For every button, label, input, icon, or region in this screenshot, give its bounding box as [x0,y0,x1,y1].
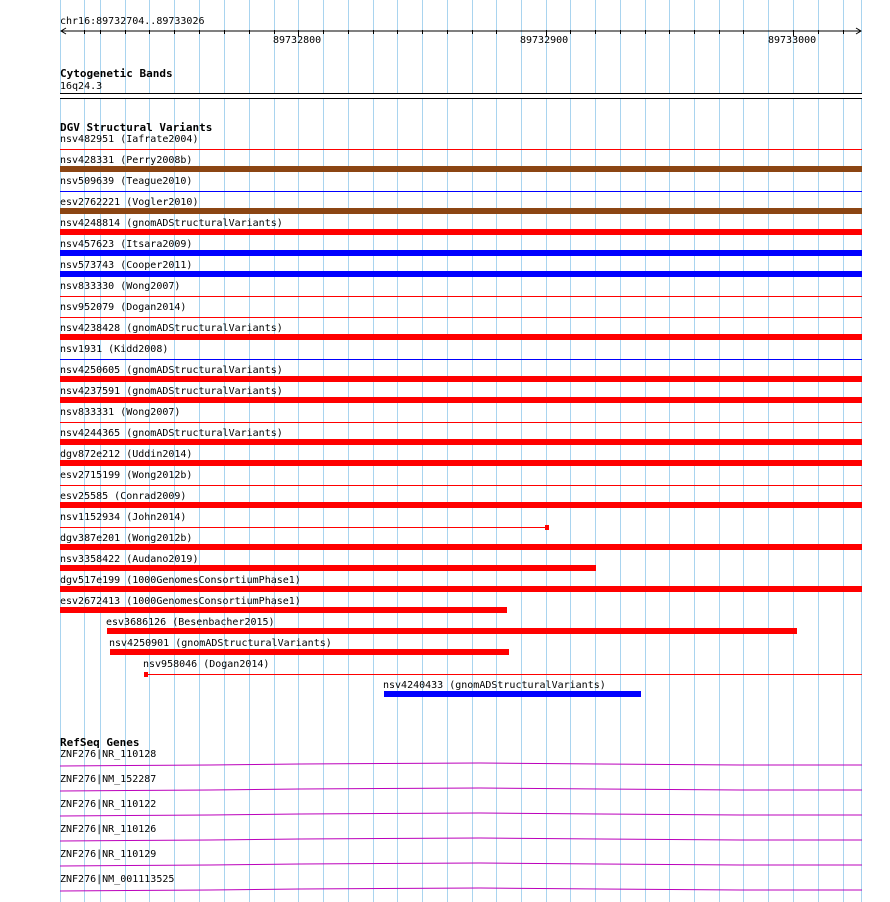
dgv-feature-label[interactable]: nsv3358422 (Audano2019) [60,554,199,565]
refseq-transcript-line[interactable] [60,863,862,866]
cytoband-track-title[interactable]: Cytogenetic Bands [60,67,173,80]
dgv-feature-label[interactable]: nsv482951 (Iafrate2004) [60,134,199,145]
dgv-feature-label[interactable]: nsv4248814 (gnomADStructuralVariants) [60,218,283,229]
ruler-tick-label: 89732800 [273,35,322,46]
refseq-transcript-line[interactable] [60,788,862,791]
dgv-feature-label[interactable]: nsv4250605 (gnomADStructuralVariants) [60,365,283,376]
refseq-transcript-line[interactable] [60,888,862,891]
ruler-tick-label: 89732900 [520,35,569,46]
dgv-feature-label[interactable]: nsv573743 (Cooper2011) [60,260,193,271]
dgv-feature-label[interactable]: nsv4238428 (gnomADStructuralVariants) [60,323,283,334]
dgv-track-title[interactable]: DGV Structural Variants [60,121,213,134]
refseq-transcript-line[interactable] [60,813,862,816]
ruler-location: chr16:89732704..89733026 [60,16,205,27]
dgv-feature-label[interactable]: esv3686126 (Besenbacher2015) [106,617,275,628]
refseq-transcript-label[interactable]: ZNF276|NR_110122 [60,799,157,810]
refseq-transcript-label[interactable]: ZNF276|NM_152287 [60,774,157,785]
refseq-transcript-label[interactable]: ZNF276|NR_110128 [60,749,157,760]
refseq-transcript-label[interactable]: ZNF276|NR_110126 [60,824,157,835]
dgv-feature-label[interactable]: nsv509639 (Teague2010) [60,176,193,187]
refseq-transcript-label[interactable]: ZNF276|NM_001113525 [60,874,175,885]
dgv-feature-label[interactable]: nsv4240433 (gnomADStructuralVariants) [383,680,606,691]
dgv-feature-label[interactable]: nsv833330 (Wong2007) [60,281,181,292]
dgv-feature-label[interactable]: nsv958046 (Dogan2014) [143,659,270,670]
dgv-feature-label[interactable]: nsv428331 (Perry2008b) [60,155,193,166]
dgv-feature-label[interactable]: dgv517e199 (1000GenomesConsortiumPhase1) [60,575,301,586]
dgv-feature-label[interactable]: nsv4244365 (gnomADStructuralVariants) [60,428,283,439]
dgv-feature-label[interactable]: nsv4237591 (gnomADStructuralVariants) [60,386,283,397]
refseq-track-title[interactable]: RefSeq Genes [60,736,140,749]
dgv-feature-label[interactable]: nsv4250901 (gnomADStructuralVariants) [109,638,332,649]
ruler-tick-label: 89733000 [768,35,817,46]
dgv-feature-label[interactable]: esv25585 (Conrad2009) [60,491,187,502]
dgv-feature-label[interactable]: esv2715199 (Wong2012b) [60,470,193,481]
dgv-feature-label[interactable]: esv2672413 (1000GenomesConsortiumPhase1) [60,596,301,607]
cytoband-label: 16q24.3 [60,81,103,92]
refseq-transcript-line[interactable] [60,838,862,841]
dgv-feature-label[interactable]: dgv387e201 (Wong2012b) [60,533,193,544]
dgv-feature-label[interactable]: nsv457623 (Itsara2009) [60,239,193,250]
dgv-feature-label[interactable]: nsv1152934 (John2014) [60,512,187,523]
dgv-feature-label[interactable]: nsv952079 (Dogan2014) [60,302,187,313]
dgv-feature-label[interactable]: nsv1931 (Kidd2008) [60,344,169,355]
refseq-transcript-label[interactable]: ZNF276|NR_110129 [60,849,157,860]
dgv-feature-label[interactable]: esv2762221 (Vogler2010) [60,197,199,208]
refseq-transcript-line[interactable] [60,763,862,766]
dgv-feature-label[interactable]: dgv872e212 (Uddin2014) [60,449,193,460]
dgv-feature-label[interactable]: nsv833331 (Wong2007) [60,407,181,418]
